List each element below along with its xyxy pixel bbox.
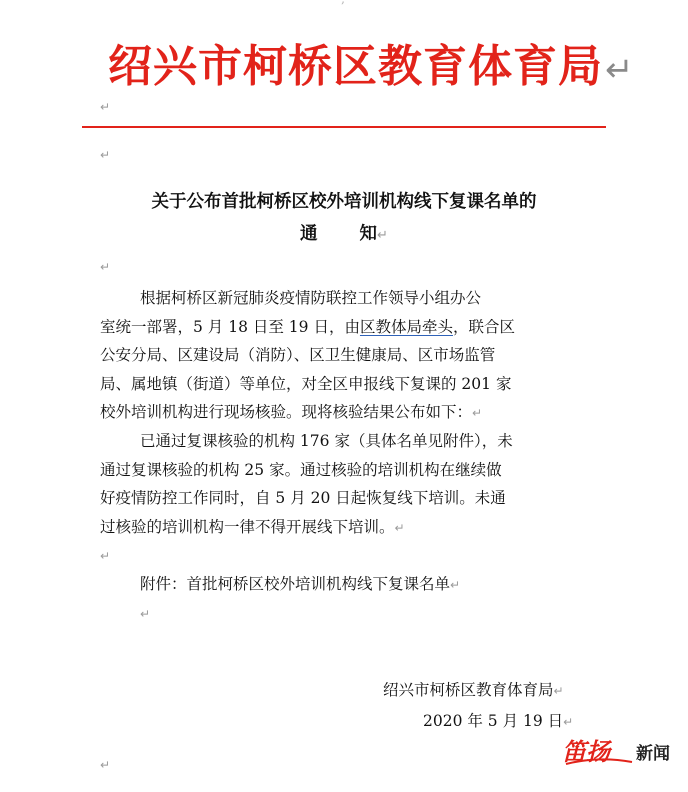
title-word-1: 通 — [300, 224, 318, 244]
paragraph-mark: ↵ — [100, 549, 111, 564]
news-watermark — [562, 736, 670, 766]
paragraph-mark: ↵ — [450, 577, 461, 592]
signature-date-text: 2020 年 5 月 19 日 — [423, 712, 564, 730]
signature-date — [423, 709, 573, 731]
body-text-span: 过核验的培训机构一律不得开展线下培训。 — [100, 517, 395, 536]
body-line: 已通过复课核验的机构 176 家（具体名单见附件），未 — [140, 431, 513, 450]
body-line: 局、属地镇（街道）等单位，对全区申报线下复课的 201 家 — [100, 374, 512, 393]
paragraph-mark: ↵ — [605, 50, 635, 90]
logo-lettering: 笛扬 — [562, 737, 610, 766]
body-line: 根据柯桥区新冠肺炎疫情防联控工作领导小组办公 — [140, 289, 482, 307]
attachment-line — [100, 570, 590, 599]
body-line: 通过复课核验的机构 25 家。通过核验的培训机构在继续做 — [100, 460, 502, 479]
title-word-2: 知 — [359, 224, 378, 244]
blank-line — [100, 541, 590, 570]
document-body — [100, 284, 590, 627]
blank-line — [100, 599, 590, 628]
paragraph-mark: ↵ — [100, 148, 111, 162]
paragraph-mark: ↵ — [140, 606, 151, 621]
attachment-text: 附件：首批柯桥区校外培训机构线下复课名单 — [140, 574, 451, 593]
news-logo-icon — [562, 736, 634, 766]
body-text-span: 室统一部署，5 月 18 日至 19 日，由 — [100, 317, 360, 336]
body-line — [100, 398, 590, 427]
paragraph-mark: ↵ — [472, 406, 483, 421]
body-text-span: ，联合区 — [452, 317, 515, 336]
body-line: 公安分局、区建设局（消防）、区卫生健康局、区市场监管 — [100, 346, 496, 365]
body-line — [100, 513, 590, 542]
paragraph-mark: ↵ — [100, 758, 111, 772]
watermark-label: 新闻 — [636, 743, 670, 764]
masthead — [108, 30, 635, 94]
underlined-text: 区教体局牵头 — [359, 317, 453, 336]
signature-org — [383, 678, 564, 700]
top-edge-mark — [341, 0, 345, 6]
title-line-1: 关于公布首批柯桥区校外培训机构线下复课名单的 — [151, 192, 537, 212]
masthead-text: 绍兴市柯桥区教育体育局 — [108, 41, 603, 92]
body-text-span: 校外培训机构进行现场核验。现将核验结果公布如下： — [100, 403, 473, 422]
paragraph-mark: ↵ — [553, 684, 564, 698]
document-title — [96, 186, 592, 252]
red-header-rule — [82, 126, 606, 128]
paragraph-mark: ↵ — [100, 260, 111, 274]
title-line-2 — [96, 218, 592, 252]
body-line: 好疫情防控工作同时，自 5 月 20 日起恢复线下培训。未通 — [100, 489, 506, 508]
signature-org-text: 绍兴市柯桥区教育体育局 — [383, 681, 554, 699]
paragraph-mark: ↵ — [100, 100, 111, 114]
paragraph-mark: ↵ — [394, 520, 405, 535]
paragraph-mark: ↵ — [563, 715, 574, 729]
paragraph-mark: ↵ — [377, 228, 388, 243]
body-line — [100, 313, 590, 342]
